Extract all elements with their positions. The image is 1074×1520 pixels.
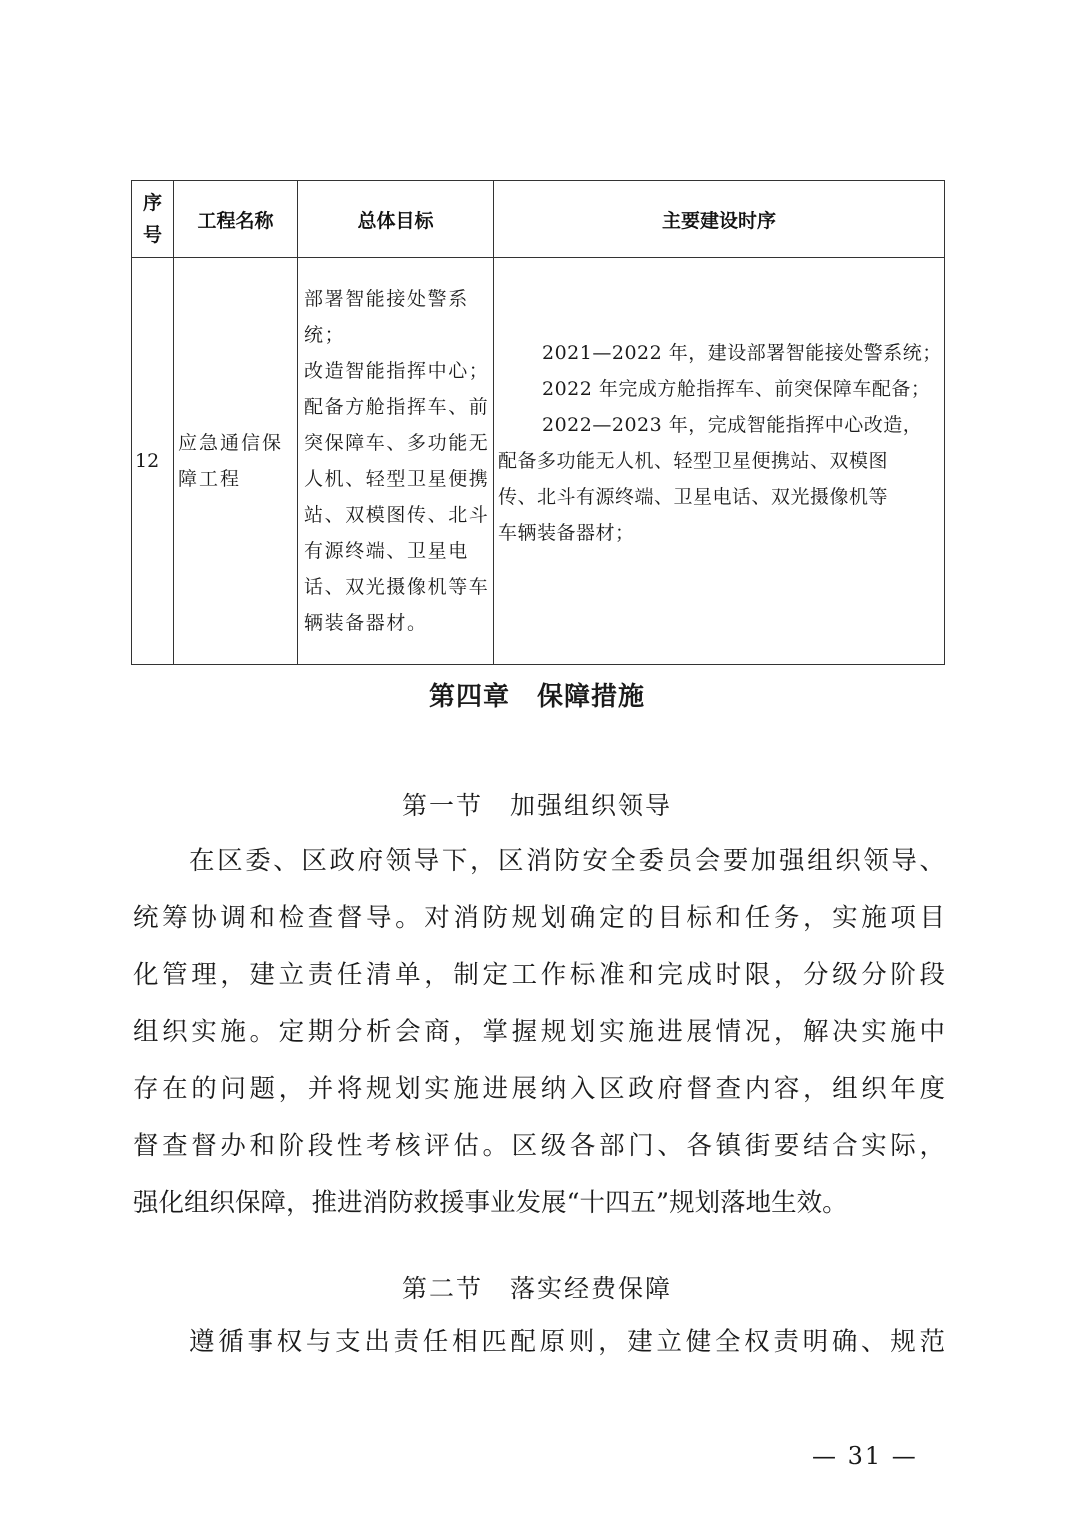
schedule-line: 配备多功能无人机、轻型卫星便携站、双模图	[498, 450, 889, 472]
paragraph-line: 组织实施。定期分析会商，掌握规划实施进展情况，解决实施中	[133, 1017, 945, 1047]
schedule-line: 2022 年完成方舱指挥车、前突保障车配备；	[542, 378, 931, 400]
schedule-line: 2021—2022 年，建设部署智能接处警系统；	[542, 342, 942, 364]
cell-name	[174, 258, 298, 665]
cell-schedule	[494, 258, 945, 665]
paragraph-line: 统筹协调和检查督导。对消防规划确定的目标和任务，实施项目	[133, 903, 945, 933]
goal-line: 话、双光摄像机等车	[304, 576, 490, 598]
paragraph-line: 强化组织保障，推进消防救援事业发展“十四五”规划落地生效。	[133, 1188, 848, 1218]
name-line: 障工程	[178, 468, 242, 490]
goal-line: 有源终端、卫星电	[304, 540, 469, 562]
header-seq	[132, 181, 174, 258]
goal-line: 人机、轻型卫星便携	[304, 468, 490, 490]
cell-seq: 12	[132, 258, 174, 665]
schedule-line: 2022—2023 年，完成智能指挥中心改造，	[542, 414, 923, 436]
table-header-row	[132, 181, 945, 258]
section-1-paragraph	[133, 833, 945, 1232]
goal-line: 突保障车、多功能无	[304, 432, 490, 454]
schedule-line: 车辆装备器材；	[498, 522, 635, 544]
header-schedule: 主要建设时序	[494, 181, 945, 258]
section-1-title: 第一节 加强组织领导	[401, 791, 672, 820]
chapter-title: 第四章 保障措施	[428, 682, 645, 712]
table-row	[132, 258, 945, 665]
page-number: — 31 —	[812, 1442, 918, 1470]
goal-line: 部署智能接处警系	[304, 288, 469, 310]
header-seq-line-2: 号	[142, 224, 162, 246]
cell-goal	[298, 258, 494, 665]
name-line: 应急通信保	[178, 432, 284, 454]
goal-line: 改造智能指挥中心；	[304, 360, 490, 382]
goal-line: 站、双模图传、北斗	[304, 504, 490, 526]
project-table	[131, 180, 945, 665]
header-name: 工程名称	[174, 181, 298, 258]
goal-line: 配备方舱指挥车、前	[304, 396, 490, 418]
paragraph-line: 遵循事权与支出责任相匹配原则，建立健全权责明确、规范	[189, 1327, 945, 1357]
paragraph-line: 督查督办和阶段性考核评估。区级各部门、各镇街要结合实际，	[133, 1131, 945, 1161]
header-seq-line-1: 序	[142, 192, 162, 214]
paragraph-line: 化管理，建立责任清单，制定工作标准和完成时限，分级分阶段	[133, 960, 945, 990]
section-2-title: 第二节 落实经费保障	[401, 1274, 672, 1303]
goal-line: 辆装备器材。	[304, 612, 428, 634]
paragraph-line: 存在的问题，并将规划实施进展纳入区政府督查内容，组织年度	[133, 1074, 945, 1104]
schedule-line: 传、北斗有源终端、卫星电话、双光摄像机等	[498, 486, 889, 508]
paragraph-line: 在区委、区政府领导下，区消防安全委员会要加强组织领导、	[189, 846, 945, 876]
header-goal: 总体目标	[298, 181, 494, 258]
section-2-paragraph	[133, 1314, 945, 1371]
goal-line: 统；	[304, 324, 346, 346]
